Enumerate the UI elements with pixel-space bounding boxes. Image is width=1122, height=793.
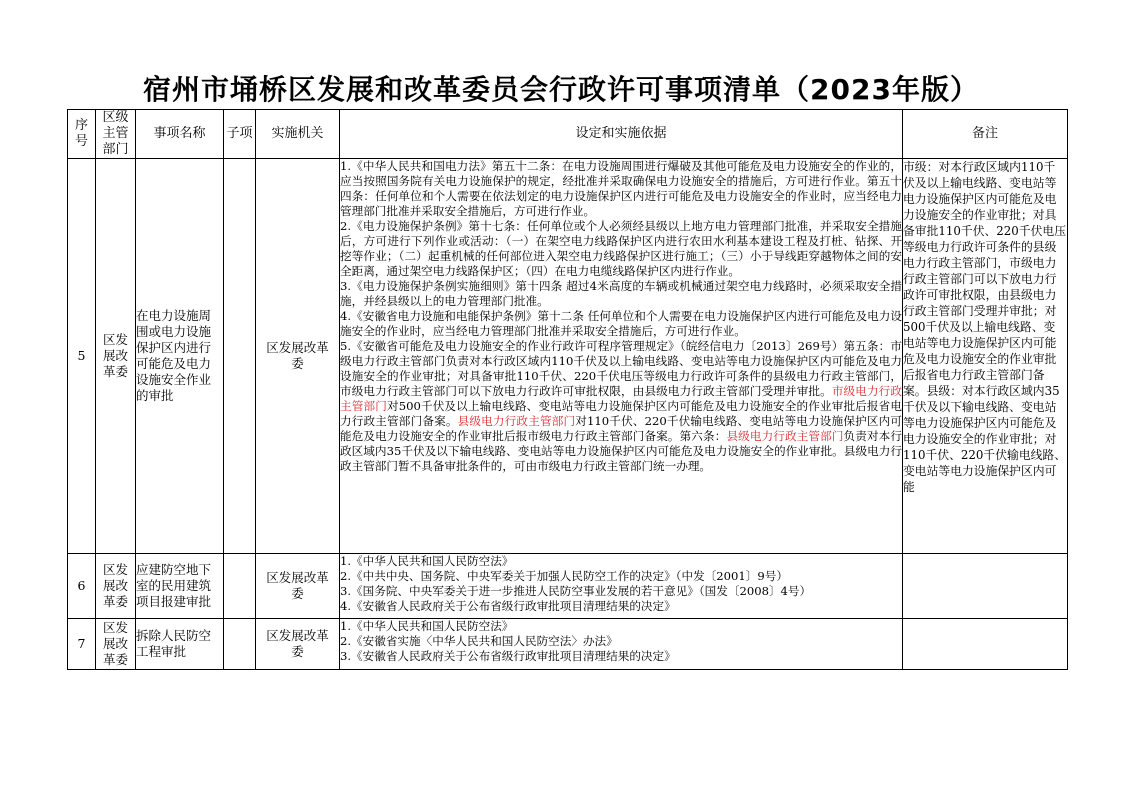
row-agency: 区发展改革委 <box>256 619 340 670</box>
row-sub <box>224 159 256 554</box>
basis-item: 3.《电力设施保护条例实施细则》第十四条 超过4米高度的车辆或机械通过架空电力线路时，必须采取安全措施，并经县级以上的电力管理部门批准。 <box>340 279 902 308</box>
header-agency: 实施机关 <box>256 110 340 159</box>
basis-item: 1.《中华人民共和国人民防空法》 <box>340 554 514 568</box>
row-remark <box>903 619 1068 670</box>
row-sub <box>224 554 256 619</box>
basis-item: 3.《国务院、中央军委关于进一步推进人民防空事业发展的若干意见》（国发〔2008〕4号） <box>340 584 812 598</box>
row-seq: 6 <box>68 554 96 619</box>
row-dept: 区发展改革委 <box>96 554 136 619</box>
header-seq: 序号 <box>68 110 96 159</box>
header-dept: 区级主管部门 <box>96 110 136 159</box>
basis-item: 1.《中华人民共和国电力法》第五十二条：在电力设施周围进行爆破及其他可能危及电力设施安全的作业的，应当按照国务院有关电力设施保护的规定，经批准并采取确保电力设施安全的措施后，方可进行作业。第五十四条：任何单位和个人需要在依法划定的电力设施保护区内进行可能危及电力设施安全的作业时，应当经电力管理部门批准并采取安全措施后，方可进行作业。 <box>340 159 902 218</box>
highlight-text: 县级电力行政主管部门 <box>457 414 576 428</box>
row-seq: 7 <box>68 619 96 670</box>
row-basis <box>340 619 903 670</box>
row-name: 在电力设施周围或电力设施保护区内进行可能危及电力设施安全作业的审批 <box>136 159 224 554</box>
row-remark: 市级：对本行政区域内110千伏及以上输电线路、变电站等电力设施保护区内可能危及电力设施安全的作业审批；对具备审批110千伏、220千伏电压等级电力行政许可条件的县级电力行政主管部门，市级电力行政主管部门可以下放电力行政许可审批权限，由县级电力行政主管部门受理并审批；对500千伏及以上输电线路、变电站等电力设施保护区内可能危及电力设施安全的作业审批后报省电力行政主管部门备案。县级：对本行政区域内35千伏及以下输电线路、变电站等电力设施保护区内可能危及电力设施安全的作业审批；对110千伏、220千伏输电线路、变电站等电力设施保护区内可能 <box>903 159 1068 554</box>
basis-item: 3.《安徽省人民政府关于公布省级行政审批项目清理结果的决定》 <box>340 649 676 663</box>
table-row <box>68 554 1068 619</box>
header-name: 事项名称 <box>136 110 224 159</box>
header-remark: 备注 <box>903 110 1068 159</box>
row-basis <box>340 159 903 554</box>
highlight-text: 市级电力行政主管部门 <box>340 384 902 413</box>
header-basis: 设定和实施依据 <box>340 110 903 159</box>
basis-item: 1.《中华人民共和国人民防空法》 <box>340 619 514 633</box>
row-agency: 区发展改革委 <box>256 554 340 619</box>
table-row <box>68 619 1068 670</box>
row-basis <box>340 554 903 619</box>
header-sub: 子项 <box>224 110 256 159</box>
row-seq: 5 <box>68 159 96 554</box>
basis-item: 2.《中共中央、国务院、中央军委关于加强人民防空工作的决定》（中发〔2001〕9号） <box>340 569 788 583</box>
permit-table <box>67 109 1068 670</box>
table-header-row <box>68 110 1068 159</box>
basis-item: 4.《安徽省人民政府关于公布省级行政审批项目清理结果的决定》 <box>340 599 676 613</box>
row-sub <box>224 619 256 670</box>
page-title: 宿州市埇桥区发展和改革委员会行政许可事项清单（2023年版） <box>143 73 979 106</box>
row-dept: 区发展改革委 <box>96 619 136 670</box>
row-name: 应建防空地下室的民用建筑项目报建审批 <box>136 554 224 619</box>
basis-item: 4.《安徽省电力设施和电能保护条例》第十二条 任何单位和个人需要在电力设施保护区内进行可能危及电力设施安全的作业时，应当经电力管理部门批准并采取安全措施后，方可进行作业。 <box>340 309 902 338</box>
row-remark <box>903 554 1068 619</box>
row-dept: 区发展改革委 <box>96 159 136 554</box>
basis-item: 2.《安徽省实施〈中华人民共和国人民防空法〉办法》 <box>340 634 618 648</box>
basis-item: 5.《安徽省可能危及电力设施安全的作业行政许可程序管理规定》（皖经信电力〔2013〕269号）第五条：市级电力行政主管部门负责对本行政区域内110千伏及以上输电线路、变电站等电力设施保护区内可能危及电力设施安全的作业审批；对具备审批110千伏、220千伏电压等级电力行政许可条件的县级电力行政主管部门，市级电力行政主管部门可以下放电力行政许可审批权限，由县级电力行政主管部门受理并审批。市级电力行政主管部门对500千伏及以上输电线路、变电站等电力设施保护区内可能危及电力设施安全的作业审批后报省电力行政主管部门备案。县级电力行政主管部门对110千伏、220千伏输电线路、变电站等电力设施保护区内可能危及电力设施安全的作业审批后报市级电力行政主管部门备案。第六条：县级电力行政主管部门负责对本行政区域内35千伏及以下输电线路、变电站等电力设施保护区内可能危及电力设施安全的作业审批。县级电力行政主管部门暂不具备审批条件的，可由市级电力行政主管部门统一办理。 <box>340 339 902 473</box>
row-agency: 区发展改革委 <box>256 159 340 554</box>
highlight-text: 县级电力行政主管部门 <box>726 429 844 443</box>
basis-item: 2.《电力设施保护条例》第十七条：任何单位或个人必须经县级以上地方电力管理部门批准，并采取安全措施后，方可进行下列作业或活动：（一）在架空电力线路保护区内进行农田水利基本建设工程及打桩、钻探、开挖等作业；（二）起重机械的任何部位进入架空电力线路保护区进行施工；（三）小于导线距穿越物体之间的安全距离，通过架空电力线路保护区；（四）在电力电缆线路保护区内进行作业。 <box>340 219 902 278</box>
table-row <box>68 159 1068 554</box>
row-name: 拆除人民防空工程审批 <box>136 619 224 670</box>
